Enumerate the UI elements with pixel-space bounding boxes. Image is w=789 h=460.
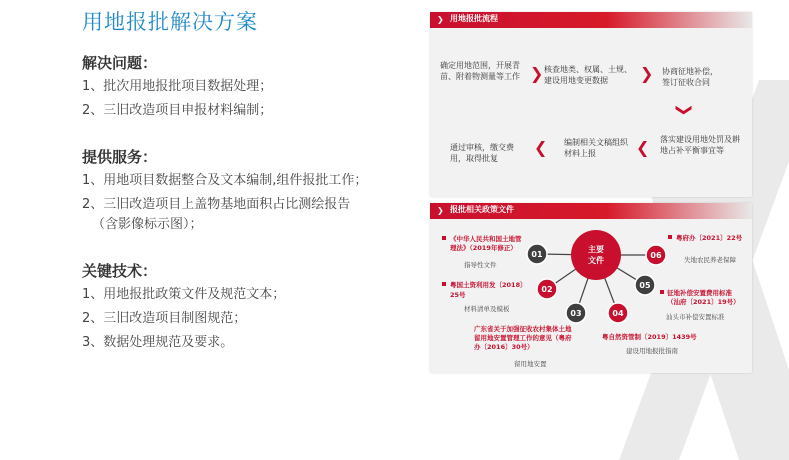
- node-03-label: 03: [570, 309, 582, 318]
- policy-panel: [430, 203, 752, 373]
- node-01-label: 01: [531, 250, 543, 259]
- arrow-left-icon: ❮: [534, 138, 548, 157]
- doc-6-title: 粤府办〔2021〕22号: [676, 234, 743, 242]
- doc-3-desc: 留用地安置: [514, 360, 547, 368]
- center-circle: [571, 230, 621, 280]
- doc-2-title-2: 25号: [450, 291, 466, 299]
- flow-panel-header: [430, 12, 752, 28]
- flow-panel-title: 用地报批流程: [450, 14, 498, 23]
- doc-5-title: 征地补偿安置费用标准: [667, 289, 732, 297]
- flow-step-6: 通过审核，缴交费用，取得批复: [450, 143, 514, 163]
- arrow-down-icon: ❯: [675, 103, 695, 117]
- tech-line-1: 1、用地报批政策文件及规范文本；: [82, 287, 286, 302]
- doc-4-desc: 建设用地报批指南: [626, 347, 678, 355]
- doc-2-title: 粤国土资利用发〔2018〕: [450, 281, 527, 289]
- service-line-3: （含影像标示图）；: [92, 217, 203, 232]
- flow-step-5: 编制相关文稿组织材料上报: [564, 138, 628, 158]
- section-heading-services: 提供服务：: [82, 148, 158, 166]
- doc-3-title: 广东省关于加强征收农村集体土地: [474, 325, 572, 333]
- arrow-right-icon: ❯: [640, 64, 654, 83]
- flow-step-2: 核查地类、权属、土规、建设用地变更数据: [544, 65, 632, 85]
- service-line-2: 2、三旧改造项目上盖物基地面积占比测绘报告: [82, 197, 351, 212]
- policy-panel-title: 报批相关政策文件: [450, 205, 514, 214]
- bullet-icon: [668, 235, 672, 239]
- tech-line-2: 2、三旧改造项目制图规范；: [82, 311, 247, 326]
- doc-1-title: 《中华人民共和国土地管: [450, 235, 522, 243]
- bullet-icon: [442, 282, 446, 286]
- doc-6-desc: 失地农民养老保障: [684, 256, 736, 264]
- bullet-icon: [660, 290, 664, 294]
- node-04-label: 04: [612, 309, 624, 318]
- doc-3-title-2: 留用地安置管理工作的意见（粤府: [474, 334, 572, 342]
- problem-line-1: 1、批次用地报批项目数据处理；: [82, 79, 273, 94]
- doc-4-title: 粤自然资管制〔2019〕1439号: [602, 333, 697, 341]
- chevron-icon: ❯: [437, 15, 444, 24]
- center-label-1: 主要: [588, 245, 604, 254]
- doc-5-title-2: （汕府〔2021〕19号）: [667, 298, 740, 306]
- problem-line-2: 2、三旧改造项目申报材料编制；: [82, 103, 273, 118]
- doc-1-desc: 指导性文件: [464, 261, 497, 269]
- doc-3-title-3: 办〔2016〕30号）: [474, 343, 534, 351]
- section-heading-problems: 解决问题：: [82, 54, 158, 72]
- node-06-label: 06: [650, 251, 662, 260]
- bullet-icon: [442, 236, 446, 240]
- flow-step-1: 确定用地范围，开展青苗、附着物测量等工作: [440, 61, 520, 81]
- flow-panel: [430, 12, 752, 197]
- doc-5-desc: 汕头市补偿安置标准: [666, 313, 725, 321]
- node-05-label: 05: [639, 281, 651, 290]
- doc-2-desc: 材料清单及模板: [464, 305, 510, 313]
- node-02-label: 02: [541, 285, 553, 294]
- policy-diagram: [430, 203, 752, 373]
- flow-step-4: 落实建设用地处罚及耕地占补平衡事宜等: [660, 135, 740, 155]
- flow-step-3: 协商征地补偿，签订征收合同: [662, 67, 718, 87]
- arrow-right-icon: ❯: [530, 64, 544, 83]
- center-label-2: 文件: [588, 256, 604, 265]
- arrow-left-icon: ❮: [636, 138, 650, 157]
- tech-line-3: 3、数据处理规范及要求。: [82, 335, 234, 350]
- chevron-icon: ❯: [437, 206, 444, 215]
- page-title: 用地报批解决方案: [82, 10, 258, 34]
- service-line-1: 1、用地项目数据整合及文本编制,组件报批工作；: [82, 173, 368, 188]
- doc-1-title-2: 理法》（2019年修正）: [450, 244, 517, 252]
- section-heading-tech: 关键技术：: [82, 262, 158, 280]
